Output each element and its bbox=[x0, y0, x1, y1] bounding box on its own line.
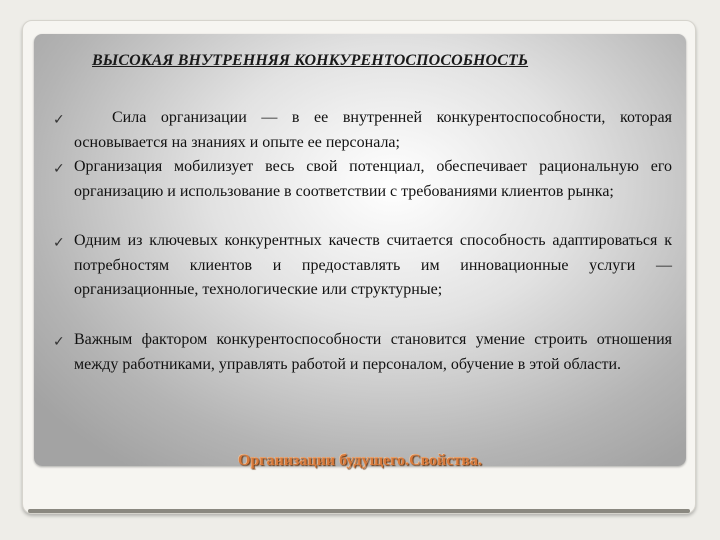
slide-footer-title: Организации будущего.Свойства. bbox=[238, 452, 482, 469]
bullet-text-1: Сила организации — в ее внутренней конкурентоспособности, которая основывается на знаниях и опыте ее персонала; bbox=[74, 109, 672, 151]
checkmark-icon: ✓ bbox=[53, 235, 65, 251]
bullet-text-2: Организация мобилизует весь свой потенциал, обеспечивает рациональную его организацию и использование в соответствии с требованиями клиентов рынка; bbox=[74, 158, 672, 200]
checkmark-icon: ✓ bbox=[53, 334, 65, 350]
bullet-text-4: Важным фактором конкурентоспособности становится умение строить отношения между работниками, управлять работой и персоналом, обучение в этой области. bbox=[74, 331, 672, 373]
checkmark-icon: ✓ bbox=[53, 161, 65, 177]
checkmark-icon: ✓ bbox=[53, 112, 65, 128]
slide-title: ВЫСОКАЯ ВНУТРЕННЯЯ КОНКУРЕНТОСПОСОБНОСТЬ bbox=[92, 52, 529, 69]
bullet-text-3: Одним из ключевых конкурентных качеств считается способность адаптироваться к потребностям клиентов и предоставлять им инновационные услуги — организационные, технологические или структурные; bbox=[74, 232, 672, 299]
bottom-divider bbox=[28, 509, 690, 513]
